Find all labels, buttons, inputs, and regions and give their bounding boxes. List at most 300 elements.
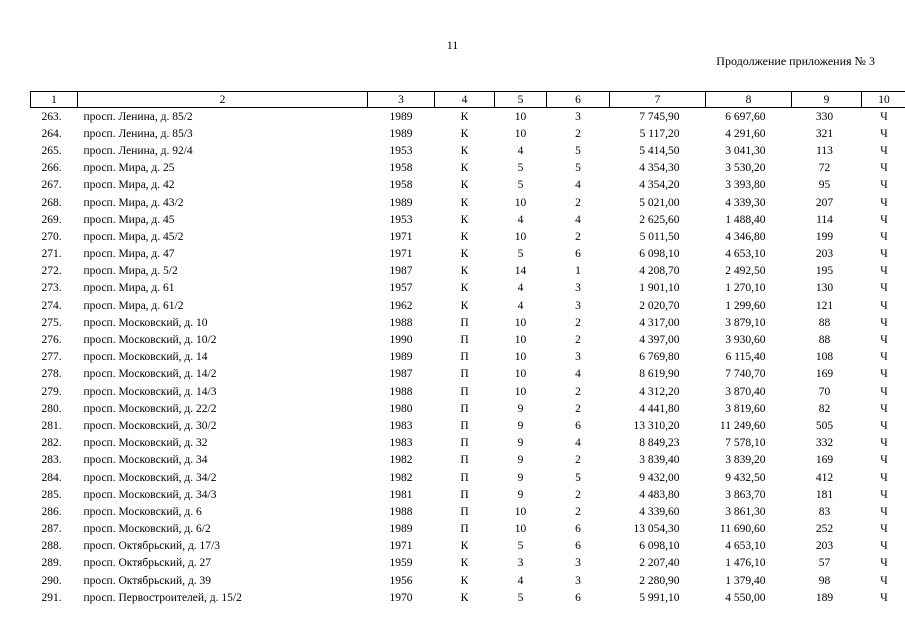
cell-total-area: 5 991,10 bbox=[639, 591, 680, 604]
cell-address: просп. Московский, д. 6 bbox=[83, 505, 202, 518]
cell-build-year: 1987 bbox=[389, 265, 413, 278]
cell-row-number: 287. bbox=[41, 523, 62, 536]
cell-wall-material: К bbox=[460, 213, 469, 226]
cell-wall-material: К bbox=[460, 127, 469, 140]
buildings-table bbox=[30, 91, 905, 606]
cell-floors: 10 bbox=[514, 351, 527, 364]
cell-total-area: 13 310,20 bbox=[633, 419, 680, 432]
column-header: 7 bbox=[610, 92, 706, 108]
cell-entrances: 3 bbox=[575, 574, 581, 587]
cell-category: Ч bbox=[880, 488, 888, 501]
cell-address: просп. Мира, д. 47 bbox=[83, 248, 175, 261]
cell-category: Ч bbox=[880, 213, 888, 226]
cell-category: Ч bbox=[880, 299, 888, 312]
cell-wall-material: К bbox=[460, 110, 469, 123]
cell-category: Ч bbox=[880, 316, 888, 329]
cell-entrances: 2 bbox=[575, 127, 581, 140]
cell-row-number: 263. bbox=[41, 110, 62, 123]
cell-living-area: 3 863,70 bbox=[725, 488, 766, 501]
cell-entrances: 2 bbox=[575, 316, 581, 329]
table-row bbox=[31, 331, 905, 348]
cell-wall-material: П bbox=[460, 368, 469, 381]
cell-floors: 3 bbox=[517, 557, 524, 570]
table-row bbox=[31, 142, 905, 159]
table-row bbox=[31, 435, 905, 452]
cell-row-number: 272. bbox=[41, 265, 62, 278]
cell-entrances: 6 bbox=[575, 419, 581, 432]
cell-floors: 10 bbox=[514, 230, 527, 243]
cell-residents: 332 bbox=[815, 437, 834, 450]
cell-category: Ч bbox=[880, 557, 888, 570]
cell-row-number: 273. bbox=[41, 282, 62, 295]
cell-wall-material: К bbox=[460, 591, 469, 604]
cell-row-number: 269. bbox=[41, 213, 62, 226]
cell-address: просп. Московский, д. 14/2 bbox=[83, 368, 217, 381]
cell-wall-material: П bbox=[460, 385, 469, 398]
cell-entrances: 2 bbox=[575, 230, 581, 243]
cell-category: Ч bbox=[880, 265, 888, 278]
cell-residents: 252 bbox=[815, 523, 834, 536]
cell-floors: 10 bbox=[514, 196, 527, 209]
cell-residents: 505 bbox=[815, 419, 834, 432]
cell-category: Ч bbox=[880, 368, 888, 381]
cell-wall-material: К bbox=[460, 196, 469, 209]
cell-build-year: 1982 bbox=[389, 471, 413, 484]
cell-living-area: 3 879,10 bbox=[725, 316, 766, 329]
cell-entrances: 6 bbox=[575, 248, 581, 261]
cell-row-number: 265. bbox=[41, 144, 62, 157]
cell-residents: 330 bbox=[815, 110, 834, 123]
cell-entrances: 4 bbox=[575, 368, 581, 381]
cell-row-number: 270. bbox=[41, 230, 62, 243]
cell-wall-material: К bbox=[460, 179, 469, 192]
table-row bbox=[31, 555, 905, 572]
cell-living-area: 3 870,40 bbox=[725, 385, 766, 398]
cell-address: просп. Ленина, д. 85/2 bbox=[83, 110, 193, 123]
cell-floors: 10 bbox=[514, 334, 527, 347]
cell-living-area: 3 819,60 bbox=[725, 402, 766, 415]
column-header: 9 bbox=[792, 92, 862, 108]
cell-residents: 108 bbox=[815, 351, 834, 364]
cell-living-area: 1 270,10 bbox=[725, 282, 766, 295]
table-row bbox=[31, 383, 905, 400]
cell-floors: 4 bbox=[517, 282, 524, 295]
cell-address: просп. Мира, д. 42 bbox=[83, 179, 175, 192]
cell-address: просп. Мира, д. 61 bbox=[83, 282, 175, 295]
cell-wall-material: П bbox=[460, 316, 469, 329]
table-row bbox=[31, 263, 905, 280]
cell-entrances: 6 bbox=[575, 591, 581, 604]
cell-address: просп. Московский, д. 6/2 bbox=[83, 523, 211, 536]
cell-row-number: 285. bbox=[41, 488, 62, 501]
cell-build-year: 1971 bbox=[389, 248, 413, 261]
cell-address: просп. Первостроителей, д. 15/2 bbox=[83, 591, 242, 604]
table-row bbox=[31, 108, 905, 126]
cell-category: Ч bbox=[880, 523, 888, 536]
cell-wall-material: П bbox=[460, 437, 469, 450]
cell-total-area: 4 339,60 bbox=[639, 505, 680, 518]
cell-row-number: 267. bbox=[41, 179, 62, 192]
column-header: 1 bbox=[31, 92, 78, 108]
cell-floors: 10 bbox=[514, 505, 527, 518]
cell-build-year: 1989 bbox=[389, 196, 413, 209]
cell-residents: 130 bbox=[815, 282, 834, 295]
cell-category: Ч bbox=[880, 505, 888, 518]
table-row bbox=[31, 125, 905, 142]
cell-living-area: 3 839,20 bbox=[725, 454, 766, 467]
table-row bbox=[31, 297, 905, 314]
cell-row-number: 283. bbox=[41, 454, 62, 467]
cell-total-area: 6 098,10 bbox=[639, 540, 680, 553]
cell-residents: 114 bbox=[816, 213, 833, 226]
cell-living-area: 4 550,00 bbox=[725, 591, 766, 604]
column-header: 8 bbox=[706, 92, 792, 108]
cell-wall-material: П bbox=[460, 523, 469, 536]
cell-entrances: 2 bbox=[575, 505, 581, 518]
cell-floors: 10 bbox=[514, 127, 527, 140]
cell-residents: 72 bbox=[818, 162, 831, 175]
cell-entrances: 2 bbox=[575, 385, 581, 398]
cell-residents: 83 bbox=[818, 505, 831, 518]
table-row bbox=[31, 503, 905, 520]
cell-row-number: 271. bbox=[41, 248, 62, 261]
cell-total-area: 2 280,90 bbox=[639, 574, 680, 587]
cell-living-area: 1 379,40 bbox=[725, 574, 766, 587]
cell-wall-material: К bbox=[460, 299, 469, 312]
cell-address: просп. Московский, д. 34 bbox=[83, 454, 208, 467]
cell-entrances: 1 bbox=[575, 265, 581, 278]
table-row bbox=[31, 211, 905, 228]
cell-address: просп. Мира, д. 5/2 bbox=[83, 265, 178, 278]
cell-address: просп. Московский, д. 14 bbox=[83, 351, 208, 364]
cell-living-area: 4 653,10 bbox=[725, 540, 766, 553]
cell-address: просп. Ленина, д. 85/3 bbox=[83, 127, 193, 140]
cell-address: просп. Московский, д. 32 bbox=[83, 437, 208, 450]
cell-living-area: 1 476,10 bbox=[725, 557, 766, 570]
cell-living-area: 1 299,60 bbox=[725, 299, 766, 312]
cell-row-number: 268. bbox=[41, 196, 62, 209]
cell-living-area: 3 393,80 bbox=[725, 179, 766, 192]
cell-build-year: 1990 bbox=[389, 334, 413, 347]
cell-entrances: 4 bbox=[575, 213, 581, 226]
cell-residents: 88 bbox=[818, 316, 831, 329]
table-row bbox=[31, 521, 905, 538]
cell-total-area: 9 432,00 bbox=[639, 471, 680, 484]
cell-residents: 70 bbox=[818, 385, 831, 398]
cell-floors: 9 bbox=[517, 437, 524, 450]
cell-build-year: 1989 bbox=[389, 351, 413, 364]
cell-wall-material: П bbox=[460, 351, 469, 364]
cell-row-number: 289. bbox=[41, 557, 62, 570]
cell-address: просп. Мира, д. 25 bbox=[83, 162, 175, 175]
cell-total-area: 5 011,50 bbox=[639, 230, 680, 243]
cell-total-area: 3 839,40 bbox=[639, 454, 680, 467]
cell-floors: 14 bbox=[514, 265, 527, 278]
cell-floors: 4 bbox=[517, 213, 524, 226]
table-row bbox=[31, 538, 905, 555]
cell-total-area: 4 483,80 bbox=[639, 488, 680, 501]
cell-living-area: 11 690,60 bbox=[719, 523, 766, 536]
cell-residents: 203 bbox=[815, 248, 834, 261]
cell-address: просп. Октябрьский, д. 27 bbox=[83, 557, 212, 570]
cell-residents: 195 bbox=[815, 265, 834, 278]
table-row bbox=[31, 228, 905, 245]
cell-living-area: 1 488,40 bbox=[725, 213, 766, 226]
column-header: 4 bbox=[435, 92, 495, 108]
cell-living-area: 9 432,50 bbox=[725, 471, 766, 484]
cell-wall-material: К bbox=[460, 162, 469, 175]
cell-address: просп. Мира, д. 45 bbox=[83, 213, 175, 226]
cell-residents: 199 bbox=[815, 230, 834, 243]
cell-wall-material: К bbox=[460, 265, 469, 278]
cell-entrances: 6 bbox=[575, 523, 581, 536]
cell-residents: 98 bbox=[818, 574, 831, 587]
cell-row-number: 275. bbox=[41, 316, 62, 329]
cell-floors: 10 bbox=[514, 368, 527, 381]
cell-address: просп. Мира, д. 45/2 bbox=[83, 230, 184, 243]
cell-residents: 82 bbox=[818, 402, 831, 415]
cell-category: Ч bbox=[880, 127, 888, 140]
cell-build-year: 1981 bbox=[389, 488, 413, 501]
table-header-row bbox=[31, 92, 905, 108]
cell-entrances: 6 bbox=[575, 540, 581, 553]
table-row bbox=[31, 349, 905, 366]
cell-address: просп. Московский, д. 34/3 bbox=[83, 488, 217, 501]
cell-build-year: 1971 bbox=[389, 540, 413, 553]
cell-living-area: 4 291,60 bbox=[725, 127, 766, 140]
cell-wall-material: К bbox=[460, 282, 469, 295]
cell-row-number: 286. bbox=[41, 505, 62, 518]
column-header: 2 bbox=[78, 92, 368, 108]
table-row bbox=[31, 572, 905, 589]
cell-row-number: 277. bbox=[41, 351, 62, 364]
cell-floors: 4 bbox=[517, 299, 524, 312]
cell-wall-material: К bbox=[460, 557, 469, 570]
cell-build-year: 1956 bbox=[389, 574, 413, 587]
column-header: 3 bbox=[368, 92, 435, 108]
cell-build-year: 1988 bbox=[389, 505, 413, 518]
cell-residents: 189 bbox=[815, 591, 834, 604]
table-row bbox=[31, 486, 905, 503]
table-row bbox=[31, 314, 905, 331]
column-header: 10 bbox=[862, 92, 905, 108]
cell-build-year: 1988 bbox=[389, 385, 413, 398]
cell-category: Ч bbox=[880, 334, 888, 347]
cell-floors: 9 bbox=[517, 454, 524, 467]
cell-category: Ч bbox=[880, 591, 888, 604]
cell-entrances: 3 bbox=[575, 351, 581, 364]
cell-address: просп. Октябрьский, д. 39 bbox=[83, 574, 212, 587]
cell-build-year: 1989 bbox=[389, 523, 413, 536]
cell-wall-material: П bbox=[460, 454, 469, 467]
cell-build-year: 1987 bbox=[389, 368, 413, 381]
cell-row-number: 264. bbox=[41, 127, 62, 140]
cell-row-number: 281. bbox=[41, 419, 62, 432]
cell-living-area: 7 578,10 bbox=[725, 437, 766, 450]
cell-category: Ч bbox=[880, 282, 888, 295]
cell-category: Ч bbox=[880, 248, 888, 261]
cell-entrances: 5 bbox=[575, 144, 581, 157]
cell-wall-material: П bbox=[460, 471, 469, 484]
cell-floors: 9 bbox=[517, 402, 524, 415]
cell-wall-material: П bbox=[460, 402, 469, 415]
cell-floors: 4 bbox=[517, 574, 524, 587]
cell-category: Ч bbox=[880, 162, 888, 175]
cell-category: Ч bbox=[880, 179, 888, 192]
cell-build-year: 1988 bbox=[389, 316, 413, 329]
cell-category: Ч bbox=[880, 540, 888, 553]
cell-residents: 207 bbox=[815, 196, 834, 209]
cell-living-area: 4 346,80 bbox=[725, 230, 766, 243]
page-number: 11 bbox=[446, 38, 459, 52]
cell-total-area: 2 207,40 bbox=[639, 557, 680, 570]
table-row bbox=[31, 469, 905, 486]
cell-total-area: 5 414,50 bbox=[639, 144, 680, 157]
cell-address: просп. Московский, д. 10 bbox=[83, 316, 208, 329]
cell-total-area: 4 441,80 bbox=[639, 402, 680, 415]
cell-total-area: 2 625,60 bbox=[639, 213, 680, 226]
cell-entrances: 3 bbox=[575, 282, 581, 295]
cell-floors: 5 bbox=[517, 162, 524, 175]
cell-wall-material: П bbox=[460, 505, 469, 518]
cell-build-year: 1989 bbox=[389, 127, 413, 140]
cell-living-area: 6 697,60 bbox=[725, 110, 766, 123]
cell-build-year: 1982 bbox=[389, 454, 413, 467]
cell-total-area: 8 849,23 bbox=[639, 437, 680, 450]
table-row bbox=[31, 194, 905, 211]
cell-entrances: 4 bbox=[575, 437, 581, 450]
cell-total-area: 5 117,20 bbox=[639, 127, 680, 140]
cell-floors: 9 bbox=[517, 419, 524, 432]
column-header: 6 bbox=[547, 92, 610, 108]
cell-row-number: 290. bbox=[41, 574, 62, 587]
cell-category: Ч bbox=[880, 144, 888, 157]
table-row bbox=[31, 452, 905, 469]
cell-wall-material: К bbox=[460, 574, 469, 587]
cell-category: Ч bbox=[880, 454, 888, 467]
cell-residents: 113 bbox=[816, 144, 833, 157]
cell-entrances: 2 bbox=[575, 488, 581, 501]
continuation-title: Продолжение приложения № 3 bbox=[716, 54, 875, 68]
cell-category: Ч bbox=[880, 574, 888, 587]
cell-build-year: 1953 bbox=[389, 213, 413, 226]
cell-entrances: 4 bbox=[575, 179, 581, 192]
cell-floors: 5 bbox=[517, 248, 524, 261]
cell-floors: 9 bbox=[517, 488, 524, 501]
cell-total-area: 8 619,90 bbox=[639, 368, 680, 381]
table-row bbox=[31, 366, 905, 383]
cell-build-year: 1980 bbox=[389, 402, 413, 415]
cell-total-area: 7 745,90 bbox=[639, 110, 680, 123]
cell-floors: 4 bbox=[517, 144, 524, 157]
cell-residents: 181 bbox=[815, 488, 834, 501]
cell-floors: 10 bbox=[514, 110, 527, 123]
cell-entrances: 2 bbox=[575, 334, 581, 347]
cell-total-area: 6 769,80 bbox=[639, 351, 680, 364]
cell-residents: 412 bbox=[815, 471, 834, 484]
cell-row-number: 274. bbox=[41, 299, 62, 312]
cell-address: просп. Октябрьский, д. 17/3 bbox=[83, 540, 220, 553]
cell-living-area: 11 249,60 bbox=[719, 419, 766, 432]
table-row bbox=[31, 417, 905, 434]
cell-wall-material: П bbox=[460, 419, 469, 432]
cell-living-area: 4 339,30 bbox=[725, 196, 766, 209]
cell-living-area: 7 740,70 bbox=[725, 368, 766, 381]
cell-wall-material: К bbox=[460, 540, 469, 553]
cell-category: Ч bbox=[880, 110, 888, 123]
cell-residents: 88 bbox=[818, 334, 831, 347]
cell-entrances: 2 bbox=[575, 454, 581, 467]
cell-row-number: 266. bbox=[41, 162, 62, 175]
cell-living-area: 3 861,30 bbox=[725, 505, 766, 518]
cell-address: просп. Московский, д. 30/2 bbox=[83, 419, 217, 432]
cell-build-year: 1958 bbox=[389, 179, 413, 192]
cell-floors: 10 bbox=[514, 385, 527, 398]
cell-address: просп. Московский, д. 14/3 bbox=[83, 385, 217, 398]
cell-category: Ч bbox=[880, 385, 888, 398]
cell-total-area: 1 901,10 bbox=[639, 282, 680, 295]
column-header: 5 bbox=[495, 92, 547, 108]
cell-floors: 5 bbox=[517, 179, 524, 192]
cell-total-area: 4 208,70 bbox=[639, 265, 680, 278]
cell-residents: 95 bbox=[818, 179, 831, 192]
cell-category: Ч bbox=[880, 196, 888, 209]
cell-floors: 9 bbox=[517, 471, 524, 484]
table-body bbox=[31, 108, 905, 607]
cell-total-area: 4 354,30 bbox=[639, 162, 680, 175]
cell-total-area: 13 054,30 bbox=[633, 523, 680, 536]
cell-residents: 203 bbox=[815, 540, 834, 553]
cell-wall-material: П bbox=[460, 488, 469, 501]
cell-wall-material: К bbox=[460, 144, 469, 157]
cell-floors: 10 bbox=[514, 523, 527, 536]
cell-entrances: 3 bbox=[575, 110, 581, 123]
cell-address: просп. Московский, д. 34/2 bbox=[83, 471, 217, 484]
cell-living-area: 3 530,20 bbox=[725, 162, 766, 175]
cell-living-area: 2 492,50 bbox=[725, 265, 766, 278]
cell-total-area: 6 098,10 bbox=[639, 248, 680, 261]
cell-row-number: 284. bbox=[41, 471, 62, 484]
cell-living-area: 4 653,10 bbox=[725, 248, 766, 261]
table-row bbox=[31, 280, 905, 297]
cell-build-year: 1983 bbox=[389, 419, 413, 432]
cell-row-number: 280. bbox=[41, 402, 62, 415]
cell-total-area: 5 021,00 bbox=[639, 196, 680, 209]
cell-total-area: 4 354,20 bbox=[639, 179, 680, 192]
cell-category: Ч bbox=[880, 230, 888, 243]
cell-build-year: 1970 bbox=[389, 591, 413, 604]
cell-residents: 321 bbox=[815, 127, 834, 140]
cell-entrances: 2 bbox=[575, 196, 581, 209]
cell-row-number: 288. bbox=[41, 540, 62, 553]
cell-address: просп. Московский, д. 22/2 bbox=[83, 402, 217, 415]
cell-living-area: 3 930,60 bbox=[725, 334, 766, 347]
cell-wall-material: К bbox=[460, 248, 469, 261]
cell-build-year: 1989 bbox=[389, 110, 413, 123]
table-row bbox=[31, 246, 905, 263]
cell-total-area: 4 317,00 bbox=[639, 316, 680, 329]
cell-entrances: 5 bbox=[575, 162, 581, 175]
cell-build-year: 1957 bbox=[389, 282, 413, 295]
cell-build-year: 1958 bbox=[389, 162, 413, 175]
cell-residents: 169 bbox=[815, 454, 834, 467]
cell-category: Ч bbox=[880, 351, 888, 364]
cell-row-number: 278. bbox=[41, 368, 62, 381]
cell-row-number: 279. bbox=[41, 385, 62, 398]
cell-row-number: 291. bbox=[41, 591, 62, 604]
cell-build-year: 1971 bbox=[389, 230, 413, 243]
table-row bbox=[31, 589, 905, 606]
